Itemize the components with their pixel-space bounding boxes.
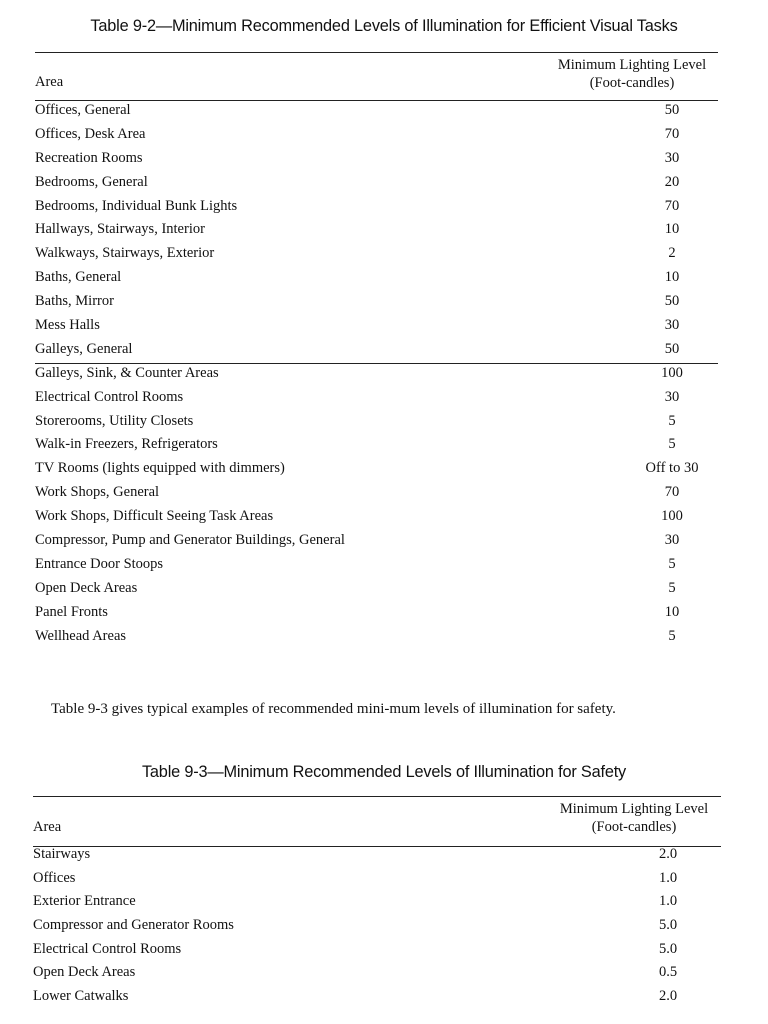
table-row [33, 893, 721, 917]
table-9-2-top-rule [35, 52, 718, 53]
level-cell: 5 [668, 436, 676, 453]
area-cell: Lower Catwalks [33, 988, 129, 1005]
level-cell: 100 [661, 508, 683, 525]
table-row [33, 917, 721, 941]
table-row [35, 245, 718, 269]
header-level-line2: (Foot-candles) [591, 819, 677, 835]
area-cell: Work Shops, Difficult Seeing Task Areas [35, 508, 274, 525]
table-row [35, 389, 718, 413]
level-cell: 10 [664, 269, 680, 286]
table-row [35, 126, 718, 150]
area-cell: Hallways, Stairways, Interior [35, 221, 205, 238]
table-row [35, 317, 718, 341]
area-cell: Compressor, Pump and Generator Buildings, General [35, 532, 345, 549]
table-row [35, 508, 718, 532]
level-cell: 30 [664, 532, 680, 549]
table-9-2-header-level [532, 56, 732, 92]
header-level-line1: Minimum Lighting Level [559, 801, 709, 817]
level-cell: 70 [664, 125, 680, 142]
area-cell: Work Shops, General [35, 484, 160, 501]
area-cell: Walkways, Stairways, Exterior [35, 245, 215, 262]
table-row [35, 436, 718, 460]
table-row [35, 221, 718, 245]
table-9-3-top-rule [33, 796, 721, 797]
table-row [35, 580, 718, 604]
area-cell: Walk-in Freezers, Refrigerators [35, 436, 218, 453]
table-row [35, 174, 718, 198]
area-cell: Offices [33, 869, 76, 886]
area-cell: Storerooms, Utility Closets [35, 412, 194, 429]
table-row [35, 341, 718, 365]
level-cell: 2 [668, 245, 676, 262]
area-cell: Galleys, Sink, & Counter Areas [35, 364, 219, 381]
area-cell: Electrical Control Rooms [35, 388, 184, 405]
table-row [35, 269, 718, 293]
table-row [35, 556, 718, 580]
table-row [35, 365, 718, 389]
table-9-2-header-area: Area [35, 74, 64, 90]
level-cell: 50 [664, 293, 680, 310]
level-cell: 30 [664, 149, 680, 166]
area-cell: Open Deck Areas [33, 964, 136, 981]
table-row [35, 484, 718, 508]
table-row [35, 604, 718, 628]
area-cell: TV Rooms (lights equipped with dimmers) [35, 460, 285, 477]
area-cell: Wellhead Areas [35, 627, 127, 644]
area-cell: Compressor and Generator Rooms [33, 917, 234, 934]
table-row [35, 413, 718, 437]
level-cell: 5 [668, 627, 676, 644]
level-cell: 5 [668, 412, 676, 429]
table-9-3-header-area: Area [33, 819, 62, 835]
level-cell: 2.0 [658, 846, 678, 862]
level-cell: 100 [661, 364, 683, 381]
level-cell: 20 [664, 173, 680, 190]
level-cell: 2.0 [658, 988, 678, 1005]
area-cell: Mess Halls [35, 317, 100, 334]
area-cell: Entrance Door Stoops [35, 555, 164, 572]
level-cell: 1.0 [658, 869, 678, 886]
area-cell: Bedrooms, Individual Bunk Lights [35, 197, 238, 214]
table-row [35, 198, 718, 222]
header-level-line1: Minimum Lighting Level [557, 57, 707, 73]
area-cell: Baths, Mirror [35, 293, 114, 310]
level-cell: 30 [664, 317, 680, 334]
area-cell: Baths, General [35, 269, 122, 286]
level-cell: 70 [664, 197, 680, 214]
area-cell: Offices, Desk Area [35, 125, 146, 142]
table-row [33, 941, 721, 965]
level-cell: 50 [664, 102, 680, 118]
level-cell: 5 [668, 555, 676, 572]
area-cell: Electrical Control Rooms [33, 940, 182, 957]
level-cell: 5 [668, 579, 676, 596]
area-cell: Open Deck Areas [35, 579, 138, 596]
table-row [35, 102, 718, 126]
table-9-2-title: Table 9-2—Minimum Recommended Levels of Illumination for Efficient Visual Tasks [90, 16, 678, 35]
header-level-line2: (Foot-candles) [589, 75, 675, 91]
area-cell: Bedrooms, General [35, 173, 148, 190]
body-paragraph: Table 9-3 gives typical examples of recommended mini-mum levels of illumination for safety. [51, 701, 616, 717]
table-row [33, 988, 721, 1012]
area-cell: Stairways [33, 846, 91, 862]
table-row [33, 870, 721, 894]
table-row [35, 460, 718, 484]
level-cell: 10 [664, 221, 680, 238]
area-cell: Exterior Entrance [33, 893, 136, 910]
table-9-3-header-level [534, 800, 734, 836]
table-9-3-body [33, 846, 721, 1012]
table-row [35, 628, 718, 652]
level-cell: 5.0 [658, 940, 678, 957]
table-9-2-body [35, 102, 718, 651]
table-row [35, 293, 718, 317]
area-cell: Recreation Rooms [35, 149, 143, 166]
level-cell: Off to 30 [645, 460, 699, 477]
level-cell: 10 [664, 603, 680, 620]
table-row [35, 532, 718, 556]
table-row [33, 846, 721, 870]
table-row [35, 150, 718, 174]
level-cell: 30 [664, 388, 680, 405]
area-cell: Galleys, General [35, 340, 133, 357]
table-9-2-header-rule [35, 100, 718, 101]
level-cell: 5.0 [658, 917, 678, 934]
level-cell: 70 [664, 484, 680, 501]
table-9-3-title: Table 9-3—Minimum Recommended Levels of Illumination for Safety [141, 762, 627, 781]
table-row [33, 964, 721, 988]
level-cell: 0.5 [658, 964, 678, 981]
area-cell: Panel Fronts [35, 603, 108, 620]
level-cell: 1.0 [658, 893, 678, 910]
area-cell: Offices, General [35, 102, 131, 118]
level-cell: 50 [664, 340, 680, 357]
